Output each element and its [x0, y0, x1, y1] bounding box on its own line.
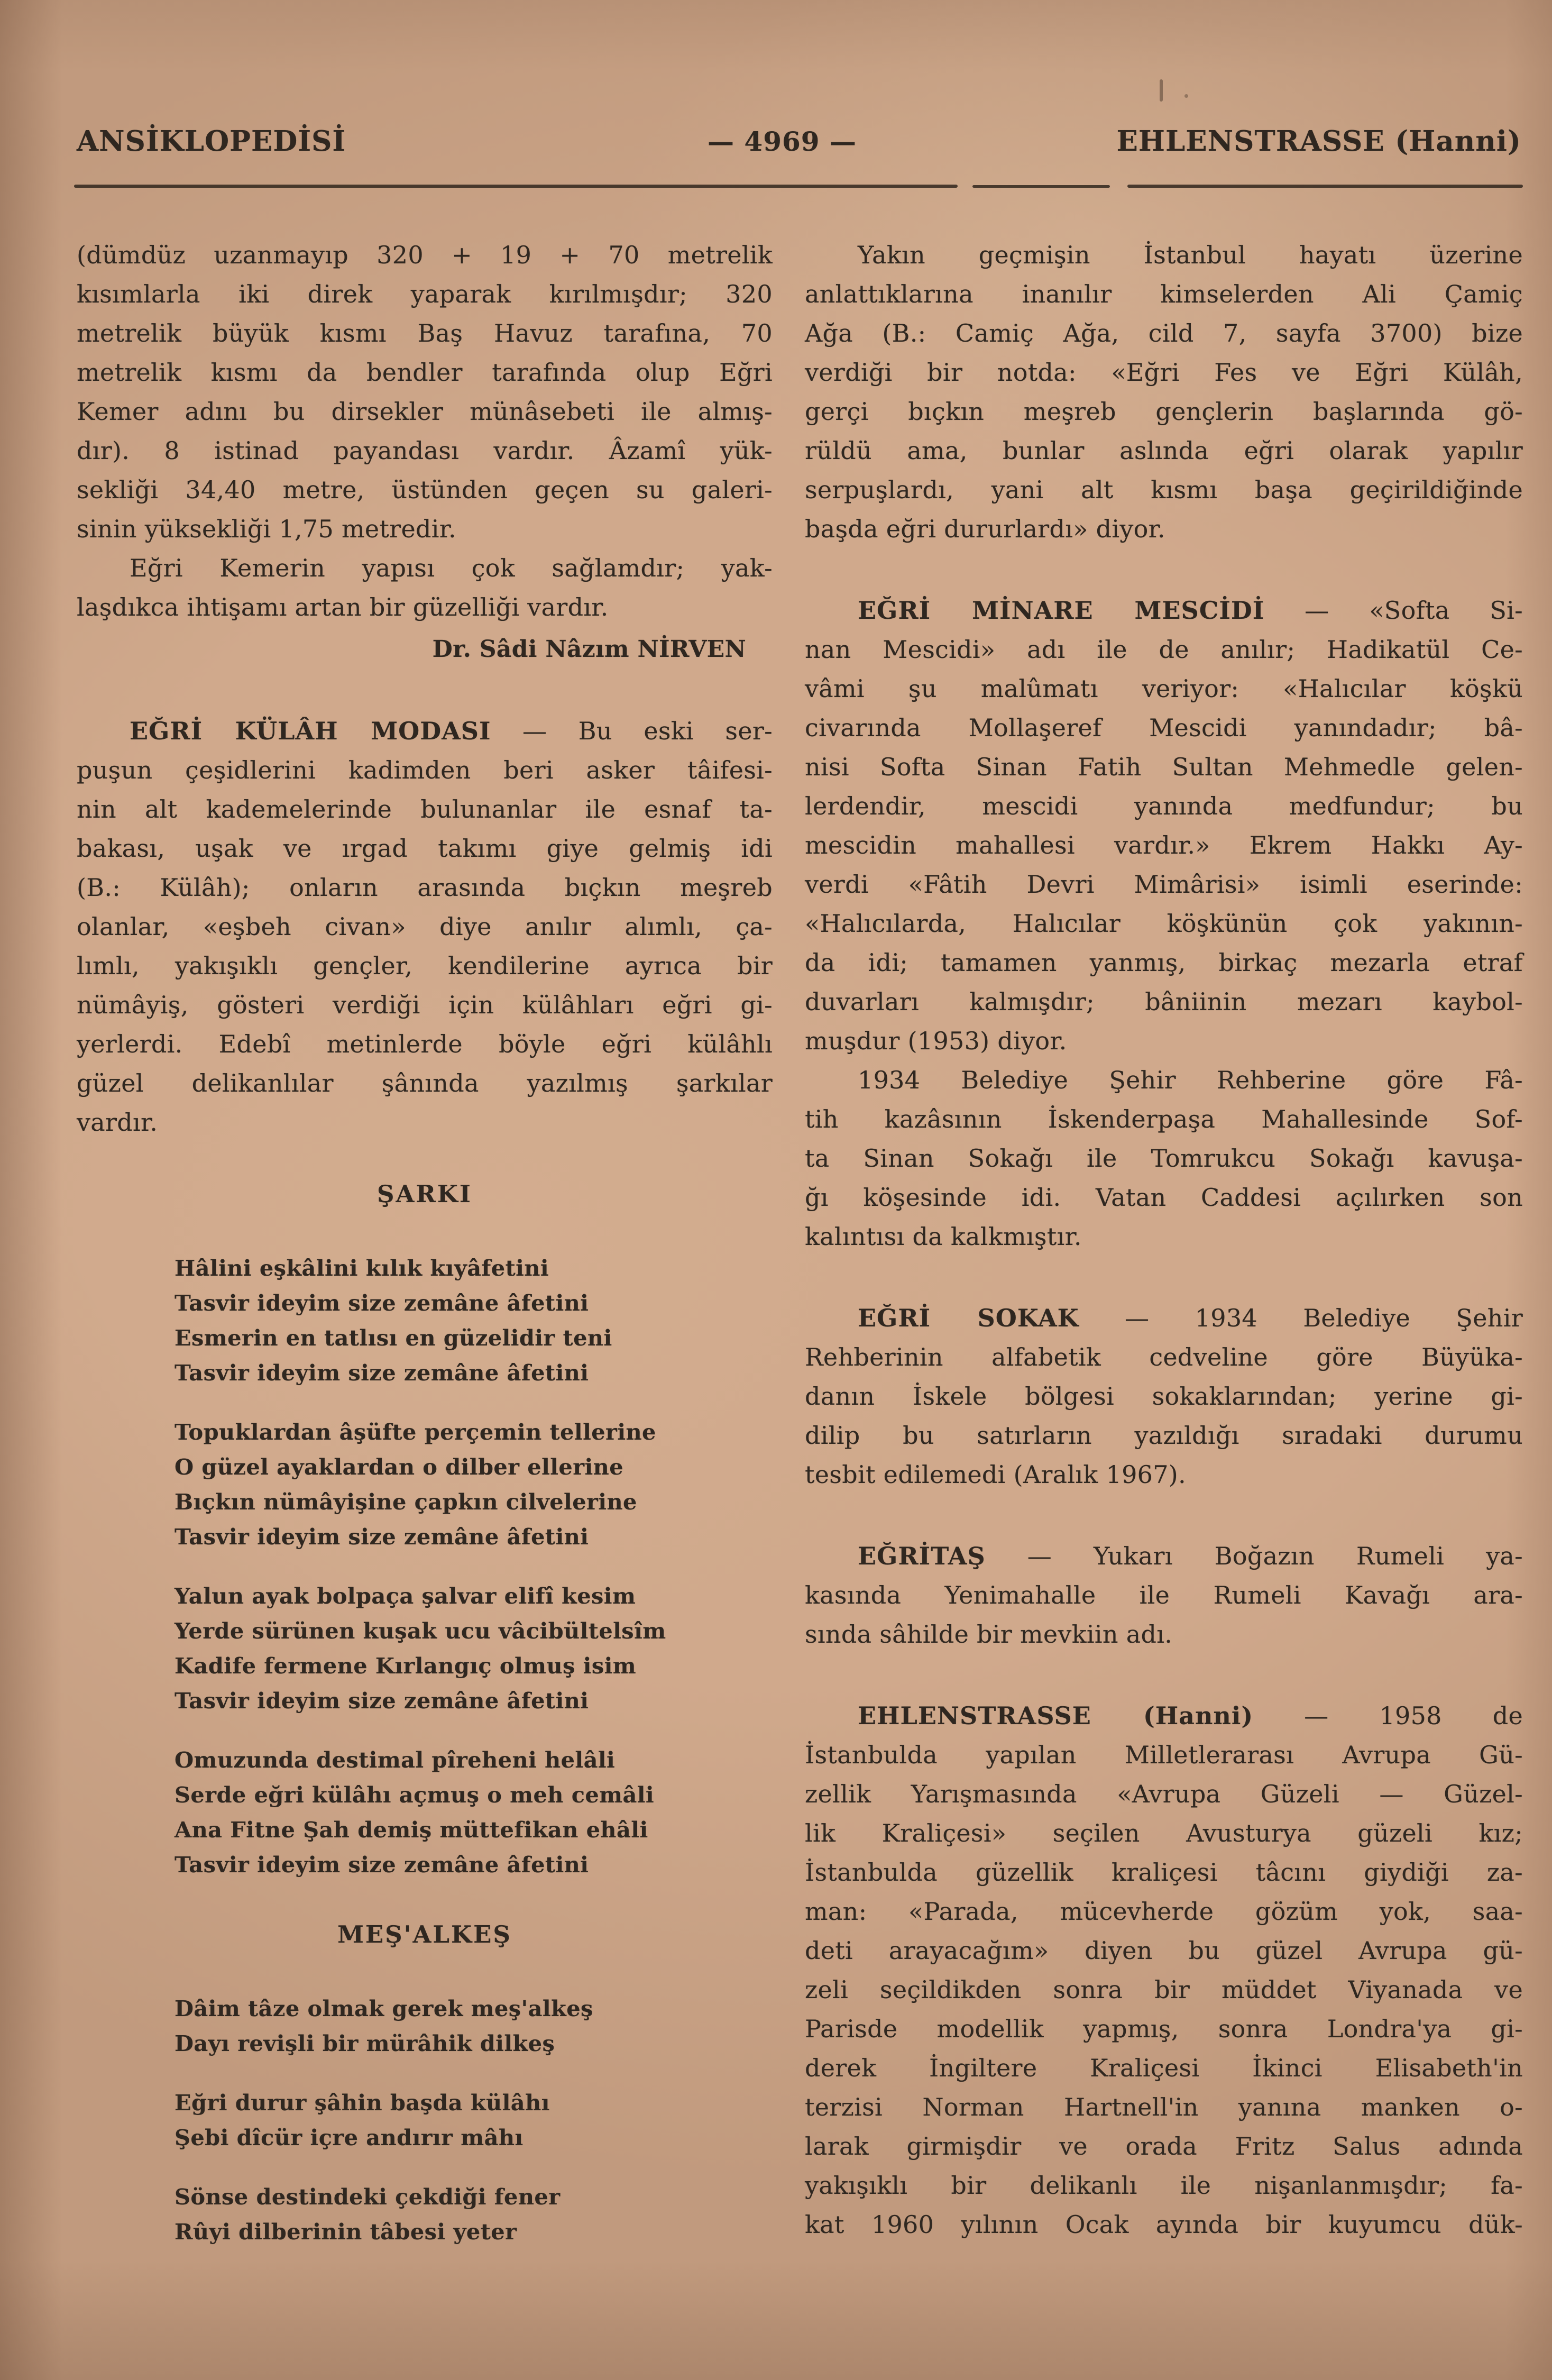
text-line: vardır. — [77, 1108, 158, 1137]
text-line: gerçi bıçkın meşreb gençlerin başlarında gö- — [805, 397, 1523, 426]
poem-line: Yalun ayak bolpaça şalvar elifî kesim — [175, 1583, 636, 1609]
text-line: Rehberinin alfabetik cedveline göre Büyüka- — [805, 1343, 1523, 1371]
poem-line: Tasvir ideyim size zemâne âfetini — [175, 1852, 589, 1878]
rule-segment — [1127, 185, 1523, 188]
poem-line: Topuklardan âşüfte perçemin tellerine — [175, 1419, 656, 1445]
text-line: sekliği 34,40 metre, üstünden geçen su galeri- — [77, 475, 773, 504]
ink-speck — [1160, 79, 1163, 102]
poem-stanza — [77, 1415, 773, 1554]
entry-paragraph — [805, 1696, 1523, 2244]
entry-term: EĞRİ KÜLÂH MODASI — [130, 717, 491, 745]
poem-line: Rûyi dilberinin tâbesi yeter — [175, 2219, 517, 2245]
poem-line: Bıçkın nümâyişine çapkın cilvelerine — [175, 1489, 637, 1515]
poem-line: Yerde sürünen kuşak ucu vâcibültelsîm — [175, 1618, 666, 1644]
poem-line: Dayı revişli bir mürâhik dilkeş — [175, 2030, 555, 2056]
text-line: danın İskele bölgesi sokaklarından; yerine gi- — [805, 1382, 1523, 1411]
poem-line: Serde eğri külâhı açmuş o meh cemâli — [175, 1782, 655, 1808]
text-line: EHLENSTRASSE (Hanni) — 1958 de — [858, 1701, 1523, 1730]
text-line: kısımlarla iki direk yaparak kırılmışdır; 320 — [77, 280, 773, 308]
poem-line: Tasvir ideyim size zemâne âfetini — [175, 1360, 589, 1386]
text-line: da idi; tamamen yanmış, birkaç mezarla etraf — [805, 948, 1523, 977]
right-column — [805, 235, 1523, 2244]
poem-line: Dâim tâze olmak gerek meş'alkeş — [175, 1995, 593, 2021]
poem-line: Hâlini eşkâlini kılık kıyâfetini — [175, 1255, 549, 1281]
text-line: mescidin mahallesi vardır.» Ekrem Hakkı Ay- — [805, 831, 1523, 859]
text-line: Ağa (B.: Camiç Ağa, cild 7, sayfa 3700) bize — [805, 319, 1523, 347]
text-line: muşdur (1953) diyor. — [805, 1027, 1067, 1055]
text-line: zeli seçildikden sonra bir müddet Viyanada ve — [805, 1975, 1523, 2004]
text-line: EĞRİ MİNARE MESCİDİ — «Softa Si- — [858, 596, 1523, 625]
text-line: başda eğri dururlardı» diyor. — [805, 515, 1165, 543]
entry-term: EHLENSTRASSE (Hanni) — [858, 1701, 1254, 1730]
entry-paragraph — [805, 591, 1523, 1060]
poem-line: Ana Fitne Şah demiş müttefikan ehâli — [175, 1817, 648, 1843]
text-line: Kemer adını bu dirsekler münâsebeti ile almış- — [77, 397, 773, 426]
text-line: nin alt kademelerinde bulunanlar ile esnaf ta- — [77, 795, 773, 823]
poem-stanza — [77, 1991, 773, 2061]
ink-speck — [1184, 94, 1188, 98]
text-line: lerdendir, mescidi yanında medfundur; bu — [805, 792, 1523, 820]
entry-term: EĞRİTAŞ — [858, 1542, 986, 1570]
poem-line: O güzel ayaklardan o dilber ellerine — [175, 1454, 624, 1480]
header-rule — [74, 185, 1523, 188]
poem-line: Sönse destindeki çekdiği fener — [175, 2184, 561, 2210]
text-line: Yakın geçmişin İstanbul hayatı üzerine — [858, 241, 1523, 269]
text-line: deti arayacağım» diyen bu güzel Avrupa gü- — [805, 1936, 1523, 1965]
text-line: zellik Yarışmasında «Avrupa Güzeli — Güzel- — [805, 1780, 1523, 1808]
text-line: laşdıkca ihtişamı artan bir güzelliği vardır. — [77, 593, 609, 621]
text-line: civarında Mollaşeref Mescidi yanındadır; bâ- — [805, 713, 1523, 742]
text-line: verdiği bir notda: «Eğri Fes ve Eğri Külâh, — [805, 358, 1523, 387]
poem-stanza — [77, 2180, 773, 2249]
text-line: ğı köşesinde idi. Vatan Caddesi açılırken son — [805, 1183, 1523, 1212]
text-line: ta Sinan Sokağı ile Tomrukcu Sokağı kavuşa- — [805, 1144, 1523, 1173]
text-line: EĞRİ KÜLÂH MODASI — Bu eski ser- — [130, 717, 773, 745]
header-entry-title: EHLENSTRASSE (Hanni) — [1116, 125, 1521, 158]
poem-line: Omuzunda destimal pîreheni helâli — [175, 1747, 616, 1773]
rule-segment — [74, 185, 958, 188]
header-volume-title: ANSİKLOPEDİSİ — [77, 125, 346, 158]
poem-line: Kadife fermene Kırlangıç olmuş isim — [175, 1653, 637, 1679]
text-line: «Halıcılarda, Halıcılar köşkünün çok yakının- — [805, 909, 1523, 938]
text-line: kasında Yenimahalle ile Rumeli Kavağı ara- — [805, 1581, 1523, 1609]
rule-segment — [972, 185, 1110, 188]
text-line: kat 1960 yılının Ocak ayında bir kuyumcu dük- — [805, 2210, 1523, 2239]
text-line: rüldü ama, bunlar aslında eğri olarak yapılır — [805, 436, 1523, 465]
text-line: sında sâhilde bir mevkiin adı. — [805, 1620, 1173, 1649]
left-column — [77, 235, 773, 2274]
text-line: lik Kraliçesi» seçilen Avusturya güzeli kız; — [805, 1819, 1523, 1847]
text-line: yakışıklı bir delikanlı ile nişanlanmışdır; fa- — [805, 2171, 1523, 2200]
text-line: nisi Softa Sinan Fatih Sultan Mehmedle gelen- — [805, 753, 1523, 781]
text-line: verdi «Fâtih Devri Mimârisi» isimli eserinde: — [805, 870, 1523, 899]
poem-line: Tasvir ideyim size zemâne âfetini — [175, 1290, 589, 1316]
poem-line: Tasvir ideyim size zemâne âfetini — [175, 1688, 589, 1714]
text-line: bakası, uşak ve ırgad takımı giye gelmiş idi — [77, 834, 773, 863]
text-line: metrelik kısmı da bendler tarafında olup Eğri — [77, 358, 773, 387]
text-line: (B.: Külâh); onların arasında bıçkın meşreb — [77, 873, 773, 902]
text-line: derek İngiltere Kraliçesi İkinci Elisabeth'in — [805, 2054, 1523, 2082]
text-line: vâmi şu malûmatı veriyor: «Halıcılar köşkü — [805, 674, 1523, 703]
text-line: larak girmişdir ve orada Fritz Salus adında — [805, 2132, 1523, 2161]
entry-paragraph — [805, 1298, 1523, 1494]
text-line: nümâyiş, gösteri verdiği için külâhları eğri gi- — [77, 991, 773, 1019]
text-line: man: «Parada, mücevherde gözüm yok, saa- — [805, 1897, 1523, 1926]
poem-line: Tasvir ideyim size zemâne âfetini — [175, 1524, 589, 1550]
text-line: serpuşlardı, yani alt kısmı başa geçirildiğinde — [805, 475, 1523, 504]
text-line: 1934 Belediye Şehir Rehberine göre Fâ- — [858, 1066, 1523, 1094]
entry-paragraph — [77, 711, 773, 1142]
text-line: dilip bu satırların yazıldığı sıradaki durumu — [805, 1421, 1523, 1450]
text-line: (dümdüz uzanmayıp 320 + 19 + 70 metrelik — [77, 241, 773, 269]
entry-paragraph — [805, 1536, 1523, 1654]
section-heading: MEŞ'ALKEŞ — [337, 1920, 512, 1948]
byline: Dr. Sâdi Nâzım NİRVEN — [432, 636, 746, 663]
text-line: EĞRİ SOKAK — 1934 Belediye Şehir — [858, 1304, 1523, 1332]
text-line: güzel delikanlılar şânında yazılmış şarkılar — [77, 1069, 773, 1097]
text-line: tesbit edilemedi (Aralık 1967). — [805, 1460, 1186, 1489]
text-line: kalıntısı da kalkmıştır. — [805, 1222, 1082, 1251]
text-line: lımlı, yakışıklı gençler, kendilerine ayrıca bir — [77, 951, 773, 980]
poem-line: Esmerin en tatlısı en güzelidir teni — [175, 1325, 612, 1351]
text-line: EĞRİTAŞ — Yukarı Boğazın Rumeli ya- — [858, 1542, 1523, 1570]
text-line: yerlerdi. Edebî metinlerde böyle eğri külâhlı — [77, 1030, 773, 1058]
text-line: metrelik büyük kısmı Baş Havuz tarafına, 70 — [77, 319, 773, 347]
entry-term: EĞRİ SOKAK — [858, 1304, 1079, 1332]
text-line: terzisi Norman Hartnell'in yanına manken o- — [805, 2093, 1523, 2121]
text-line: tih kazâsının İskenderpaşa Mahallesinde Sof- — [805, 1105, 1523, 1133]
text-line: olanlar, «eşbeh civan» diye anılır alımlı, ça- — [77, 912, 773, 941]
paragraph — [805, 235, 1523, 548]
text-line: anlattıklarına inanılır kimselerden Ali Çamiç — [805, 280, 1523, 308]
poem-stanza — [77, 2085, 773, 2155]
poem-line: Şebi dîcür içre andırır mâhı — [175, 2125, 524, 2150]
text-line: dır). 8 istinad payandası vardır. Âzamî yük- — [77, 436, 773, 465]
text-line: duvarları kalmışdır; bâniinin mezarı kaybol- — [805, 987, 1523, 1016]
poem-line: Eğri durur şâhin başda külâhı — [175, 2090, 550, 2116]
text-line: Eğri Kemerin yapısı çok sağlamdır; yak- — [130, 554, 773, 582]
poem-stanza — [77, 1251, 773, 1390]
text-line: Parisde modellik yapmış, sonra Londra'ya gi- — [805, 2015, 1523, 2043]
text-line: İstanbulda güzellik kraliçesi tâcını giydiği za- — [805, 1858, 1523, 1887]
text-line: sinin yüksekliği 1,75 metredir. — [77, 515, 456, 543]
section-heading: ŞARKI — [377, 1180, 472, 1208]
entry-term: EĞRİ MİNARE MESCİDİ — [858, 596, 1265, 625]
page-header — [77, 125, 1521, 162]
text-line: İstanbulda yapılan Milletlerarası Avrupa Gü- — [805, 1741, 1523, 1769]
paragraph — [805, 1060, 1523, 1256]
paragraph — [77, 235, 773, 548]
poem-stanza — [77, 1743, 773, 1882]
paragraph — [77, 548, 773, 627]
poem-stanza — [77, 1579, 773, 1718]
page-number: — 4969 — — [708, 126, 857, 157]
text-line: puşun çeşidlerini kadimden beri asker tâifesi- — [77, 756, 773, 784]
text-line: nan Mescidi» adı ile de anılır; Hadikatül Ce- — [805, 635, 1523, 664]
